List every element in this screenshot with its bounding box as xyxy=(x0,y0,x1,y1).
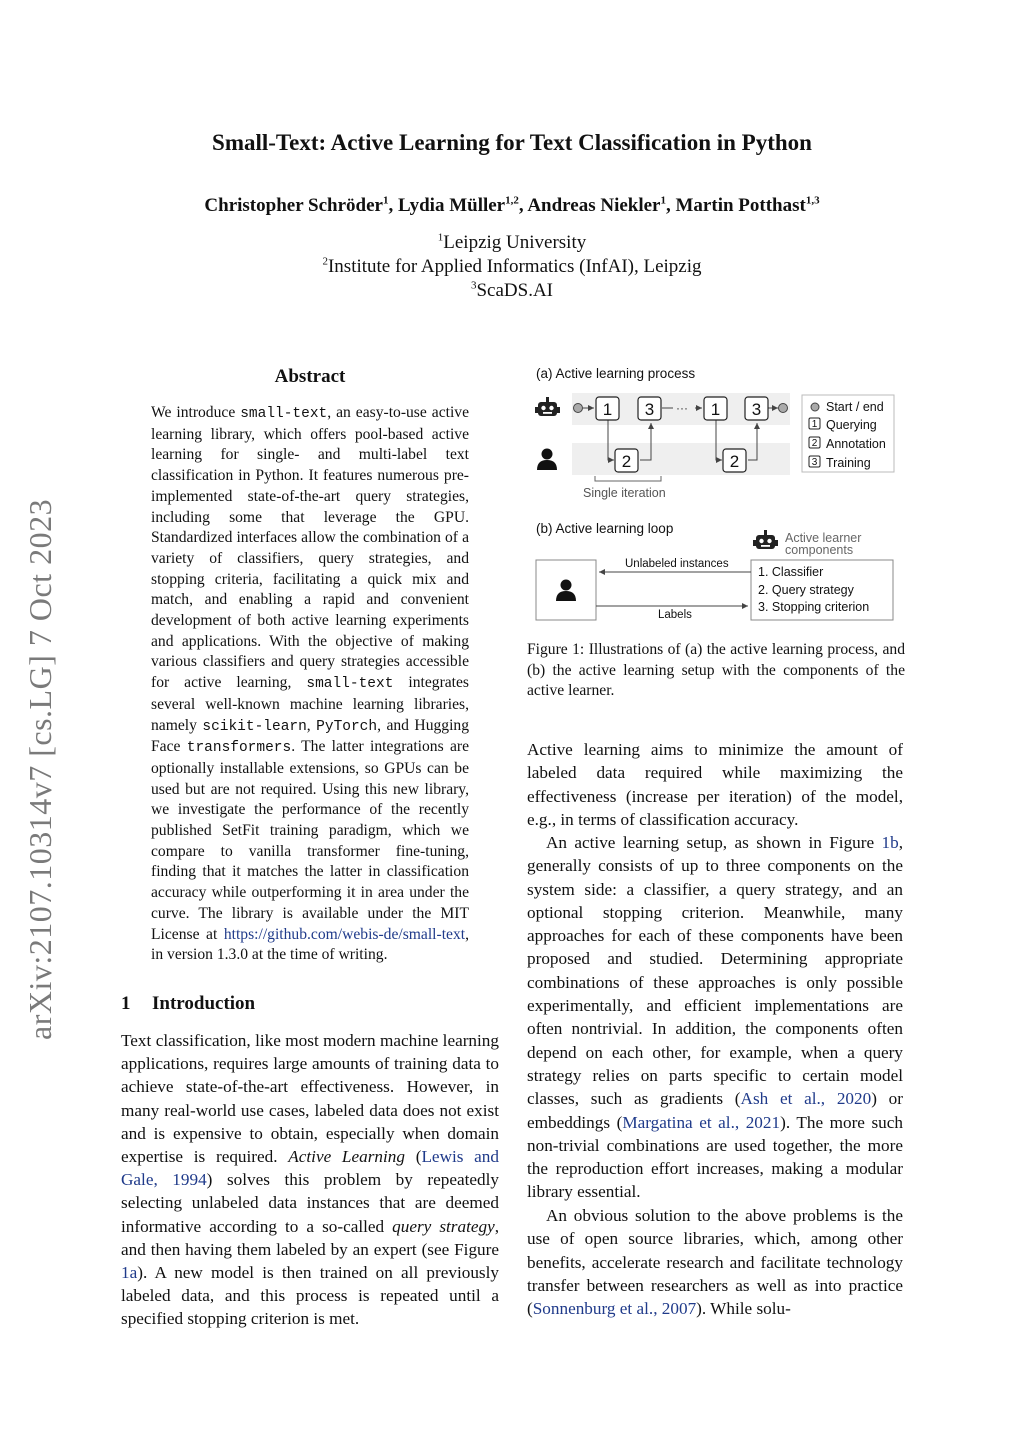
end-node xyxy=(779,404,788,413)
component-item: 3. Stopping criterion xyxy=(758,600,870,614)
citation-link[interactable]: Sonnenburg et al., 2007 xyxy=(532,1299,697,1319)
affiliation-number: 3 xyxy=(470,279,477,292)
node-label: 1 xyxy=(602,400,613,419)
panel-b-title: (b) Active learning loop xyxy=(536,521,674,536)
single-iteration-label: Single iteration xyxy=(583,486,666,500)
legend-label: Training xyxy=(826,456,871,470)
body-paragraph: Active learning aims to minimize the amount of labeled data required while maximizing the effectiveness (increase per iteration) of the model, e.g., in terms of classification accuracy. xyxy=(527,740,903,829)
arxiv-stamp: arXiv:2107.10314v7 [cs.LG] 7 Oct 2023 xyxy=(22,498,58,1040)
legend-key: 2 xyxy=(811,438,818,449)
text-run: ). The more such non-trivial combinations are used together, the more the reproduction effort increases, making a modular library essential. xyxy=(527,1112,903,1202)
section-number: 1 xyxy=(121,993,131,1014)
components-title: components xyxy=(785,543,854,557)
code-span: small-text xyxy=(240,406,328,422)
affiliation-name: ScaDS.AI xyxy=(476,280,554,301)
text-run: An obvious solution to the above problems is the use of open source libraries, which, among other benefits, accelerate research and facilitate technology transfer between researchers as well as into practice ( xyxy=(527,1206,903,1319)
text-run: ) solves this problem by repeatedly selecting unlabeled data instances that are deemed informative according to a so-called xyxy=(121,1170,499,1236)
legend-key: 1 xyxy=(811,419,818,430)
text-run: , an easy-to-use active learning library, which offers pool-based active learning for single- and multi-label text classification in Python. It features numerous pre-implemented state-of-the-art query strategies, including some that leverage the GPU. Standardized interfaces allow the combination of a variety of classifiers, query strategies, and stopping criteria, facilitating a quick mix and match, and enabling a rapid and convenient development of both active learning experiments and applications. With the objective of making various classifiers and query strategies accessible for active learning, xyxy=(151,404,469,692)
author-name: Lydia Müller xyxy=(397,195,506,216)
node-label: 2 xyxy=(621,452,632,471)
paper-title: Small-Text: Active Learning for Text Classification in Python xyxy=(212,130,812,155)
legend-label: Querying xyxy=(826,418,877,432)
ellipsis: ··· xyxy=(676,401,688,415)
code-span: transformers xyxy=(186,740,292,757)
author-name: Christopher Schröder xyxy=(204,195,383,216)
author-list: Christopher Schröder$^1$, Lydia Müller$^{1,2}$, Andreas Niekler$^1$, Martin Potthast$^{1,3}$ xyxy=(204,194,820,216)
figure-caption: Figure 1: Illustrations of (a) the active learning process, and (b) the active learning setup with the components of the active learner. xyxy=(527,641,905,700)
code-span: small-text xyxy=(306,676,394,693)
abstract-heading: Abstract xyxy=(274,366,346,387)
affiliation-name: Institute for Applied Informatics (InfAI), Leipzig xyxy=(327,256,702,277)
text-run: ) or embeddings ( xyxy=(527,1089,903,1132)
components-title: Active learner xyxy=(785,531,862,545)
citation-link[interactable]: Lewis and Gale, 1994 xyxy=(121,1147,499,1190)
code-span: scikit-learn xyxy=(202,718,307,735)
node-label: 3 xyxy=(644,400,655,419)
body-paragraph xyxy=(527,1204,903,1320)
affiliation xyxy=(0,256,1024,278)
author-affiliation-mark: 1,3 xyxy=(805,194,820,207)
start-node xyxy=(574,404,583,413)
emphasis: query strategy xyxy=(392,1216,495,1236)
author-name: Martin Potthast xyxy=(675,195,806,216)
text-run: We introduce xyxy=(151,404,241,421)
affiliation-number: 1 xyxy=(437,231,444,244)
text-run: ). A new model is then trained on all previously labeled data, and this process is repeated until a specified stopping criterion is met. xyxy=(121,1263,499,1329)
legend-label: Start / end xyxy=(826,400,884,414)
figure-ref-link[interactable]: 1a xyxy=(121,1263,138,1283)
text-run: ( xyxy=(404,1147,422,1167)
abstract-body xyxy=(151,403,469,966)
text-run: . The latter integrations are optionally installable extensions, so GPUs can be used but are not required. Using this new library, we investigate the performance of the recently published SetFit training paradigm, which we compare to vanilla transformer fine-tuning, finding that it matches the latter in classification accuracy while outperforming it in area under the curve. The library is available under the MIT License at xyxy=(151,738,469,943)
text-run: An active learning setup, as shown in Figure xyxy=(546,833,882,852)
text-run: , in version 1.3.0 at the time of writing. xyxy=(151,925,469,964)
affiliation xyxy=(0,280,1024,302)
node-querying xyxy=(596,397,619,420)
robot-icon xyxy=(535,397,560,416)
text-run: Text classification, like most modern machine learning applications, requires large amounts of training data to achieve state-of-the-art effectiveness. However, in many real-world use cases, labeled data does not exist and is expensive to obtain, especially when domain expertise is required. xyxy=(121,1031,499,1167)
unlabeled-label: Unlabeled instances xyxy=(625,558,729,570)
affiliation xyxy=(0,232,1024,254)
author-affiliation-mark: 1,2 xyxy=(505,194,519,207)
node-annotation xyxy=(723,449,746,472)
author-name: Andreas Niekler xyxy=(527,195,661,216)
node-training xyxy=(745,397,768,420)
labels-label: Labels xyxy=(658,609,692,621)
code-span: PyTorch xyxy=(316,718,378,735)
legend-key: 3 xyxy=(811,457,818,468)
section-title: Introduction xyxy=(152,993,256,1014)
author-affiliation-mark: 1 xyxy=(382,194,389,207)
affiliation-number: 2 xyxy=(322,255,328,268)
robot-icon xyxy=(753,530,778,549)
text-run: ). While solu- xyxy=(696,1299,791,1319)
text-run: , xyxy=(306,716,317,734)
affiliation-name: Leipzig University xyxy=(443,232,587,253)
intro-paragraph xyxy=(121,1029,499,1331)
node-label: 1 xyxy=(710,400,721,419)
figure-1 xyxy=(527,362,907,637)
section-heading xyxy=(121,993,255,1015)
legend-label: Annotation xyxy=(826,437,886,451)
citation-link[interactable]: Margatina et al., 2021 xyxy=(622,1112,781,1132)
text-run: integrates several well-known machine learning libraries, namely xyxy=(151,674,469,734)
node-training xyxy=(638,397,661,420)
author-affiliation-mark: 1 xyxy=(660,194,666,207)
panel-a-title: (a) Active learning process xyxy=(536,366,696,381)
text-run: , and then having them labeled by an expert (see Figure xyxy=(121,1216,499,1259)
figure-ref-link[interactable]: 1b xyxy=(881,833,899,852)
emphasis: Active Learning xyxy=(288,1147,405,1167)
component-item: 1. Classifier xyxy=(758,565,824,579)
node-annotation xyxy=(615,449,638,472)
body-paragraph xyxy=(527,831,903,1204)
component-item: 2. Query strategy xyxy=(758,583,854,597)
citation-link[interactable]: Ash et al., 2020 xyxy=(740,1089,872,1109)
single-iteration-bracket xyxy=(595,476,661,481)
text-run: , generally consists of up to three components on the system side: a classifier, a query strategy, and an optional stopping criterion. Meanwhile, many approaches for each of these components have been proposed and studied. Determining appropriate combinations of these approaches is only possible experimentally, and efficient implementations are often nontrivial. In addition, the components often depend on each other, for example, when a query strategy relies on parts specific to certain model classes, such as gradients ( xyxy=(527,833,903,1109)
node-label: 3 xyxy=(751,400,762,419)
person-icon xyxy=(537,449,557,471)
text-run: , and Hugging Face xyxy=(151,716,470,756)
repository-link[interactable]: https://github.com/webis-de/small-text xyxy=(223,925,466,943)
node-querying xyxy=(704,397,727,420)
node-label: 2 xyxy=(729,452,740,471)
